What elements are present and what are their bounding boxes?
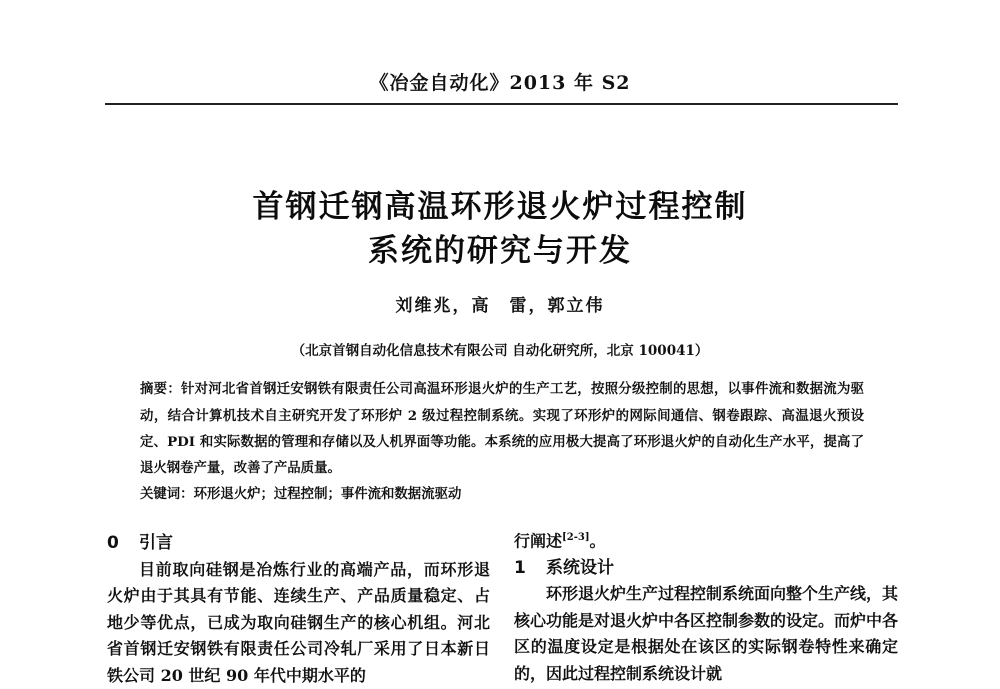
right-column <box>514 525 898 687</box>
citation: [2-3] <box>562 532 590 543</box>
journal-header: 《冶金自动化》2013 年 S2 <box>0 68 1000 95</box>
header-rule <box>105 103 898 105</box>
section-title: 引言 <box>139 533 173 553</box>
continued-text-end: 。 <box>590 531 606 550</box>
section-heading-design <box>514 555 898 582</box>
authors: 刘维兆，高 雷，郭立伟 <box>0 291 1000 316</box>
paper-title-line1: 首钢迁钢高温环形退火炉过程控制 <box>0 181 1000 226</box>
abstract-block <box>140 376 864 508</box>
abstract-text: 针对河北省首钢迁安钢铁有限责任公司高温环形退火炉的生产工艺，按照分级控制的思想，以事件流和数据流为驱动，结合计算机技术自主研究开发了环形炉 2 级过程控制系统。实现了环形炉的网际间通信、钢卷跟踪、高温退火预设定、PDI 和实际数据的管理和存储以及人机界面等功能。本系统的应用极大提高了环形退火炉的自动化生产水平，提高了退火钢卷产量，改善了产品质量。 <box>140 381 864 476</box>
paper-title-line2: 系统的研究与开发 <box>0 225 1000 270</box>
keywords <box>140 481 864 508</box>
affiliation: （北京首钢自动化信息技术有限公司 自动化研究所，北京 100041） <box>0 339 1000 359</box>
keywords-label: 关键词： <box>140 487 194 502</box>
section-heading-intro <box>107 530 490 557</box>
abstract-label: 摘要： <box>140 382 181 397</box>
design-paragraph: 环形退火炉生产过程控制系统面向整个生产线，其核心功能是对退火炉中各区控制参数的设定。而炉中各区的温度设定是根据处在该区的实际钢卷特性来确定的，因此过程控制系统设计就 <box>514 581 898 687</box>
section-title: 系统设计 <box>546 558 614 578</box>
keywords-text: 环形退火炉；过程控制；事件流和数据流驱动 <box>194 486 462 502</box>
continued-text-body: 行阐述 <box>514 531 562 550</box>
section-number: 0 <box>107 530 139 557</box>
continued-text <box>514 525 898 555</box>
intro-paragraph: 目前取向硅钢是冶炼行业的高端产品，而环形退火炉由于其具有节能、连续生产、产品质量稳定、占地少等优点，已成为取向硅钢生产的核心机组。河北省首钢迁安钢铁有限责任公司冷轧厂采用了日本新日铁公司 20 世纪 90 年代中期水平的 <box>107 557 490 689</box>
left-column <box>107 530 490 689</box>
abstract <box>140 376 864 481</box>
section-number: 1 <box>514 555 546 582</box>
